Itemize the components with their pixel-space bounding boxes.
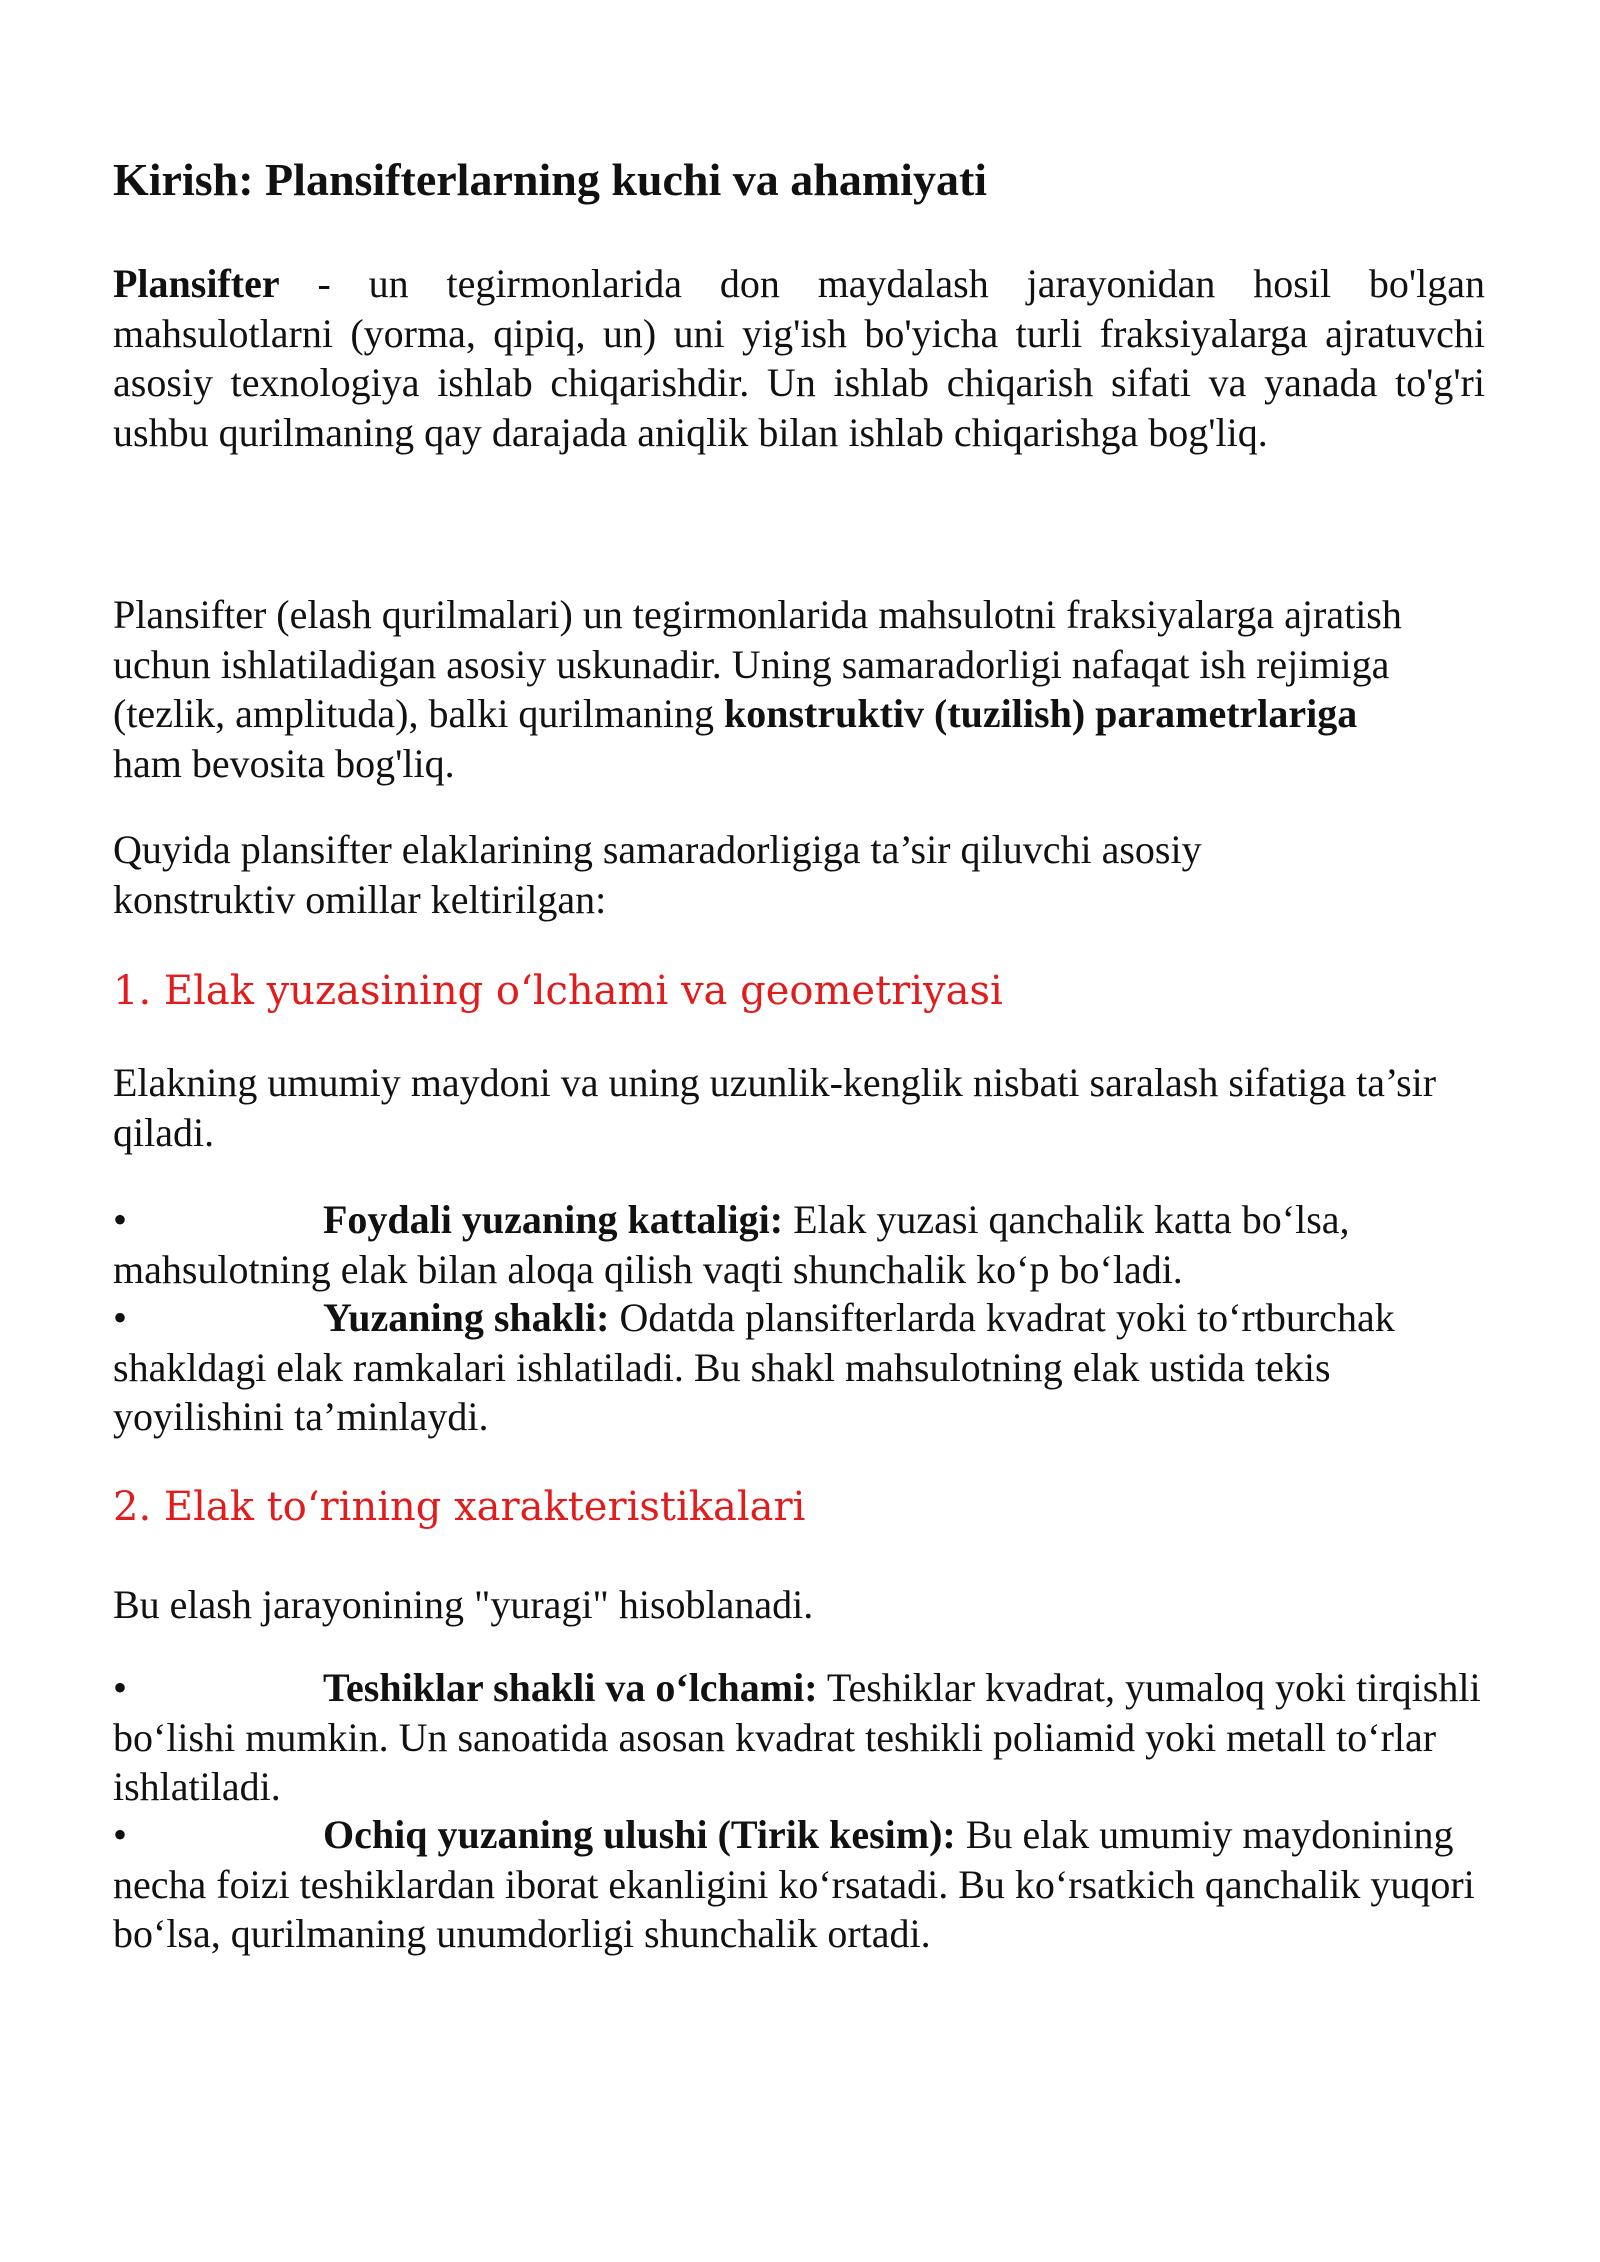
list-item bbox=[113, 1810, 1485, 1959]
intro-text: - un tegirmonlarida don maydalash jarayonidan hosil bo'lgan mahsulotlarni (yorma, qipiq, un) uni yig'ish bo'yicha turli fraksiyalarga ajratuvchi asosiy texnologiya ishlab chiqarishdir. Un ishlab chiqarish sifati va yanada to'g'ri ushbu qurilmaning qay darajada aniqlik bilan ishlab chiqarishga bog'liq. bbox=[113, 261, 1485, 455]
document-title: Kirish: Plansifterlarning kuchi va ahamiyati bbox=[113, 154, 988, 205]
list-item bbox=[113, 1663, 1485, 1812]
paragraph-bold-term: konstruktiv (tuzilish) parametrlariga bbox=[723, 691, 1358, 736]
bullet-symbol: • bbox=[113, 1665, 128, 1710]
list-item bbox=[113, 1195, 1485, 1294]
list-item bbox=[113, 1293, 1485, 1442]
paragraph-plansifter-description bbox=[113, 590, 1413, 788]
section-2-intro: Bu elash jarayonining "yuragi" hisoblanadi. bbox=[113, 1582, 814, 1627]
bullet-label: Yuzaning shakli: bbox=[323, 1295, 610, 1340]
section-1-heading: 1. Elak yuzasining o‘lchami va geometriyasi bbox=[113, 968, 1003, 1014]
intro-paragraph bbox=[113, 259, 1485, 457]
paragraph-text: ham bevosita bog'liq. bbox=[113, 740, 455, 786]
bullet-label: Teshiklar shakli va o‘lchami: bbox=[323, 1665, 818, 1710]
bullet-symbol: • bbox=[113, 1295, 128, 1340]
paragraph-factors-intro: Quyida plansifter elaklarining samaradorligiga ta’sir qiluvchi asosiy konstruktiv omillar keltirilgan: bbox=[113, 827, 1202, 922]
bullet-text: Teshiklar kvadrat, yumaloq yoki tirqishli bo‘lishi mumkin. Un sanoatida asosan kvadrat teshikli poliamid yoki metall to‘rlar ishlatiladi. bbox=[113, 1665, 1481, 1809]
bullet-symbol: • bbox=[113, 1197, 128, 1242]
bullet-label: Ochiq yuzaning ulushi (Tirik kesim): bbox=[323, 1812, 956, 1857]
intro-term: Plansifter bbox=[113, 261, 280, 306]
bullet-text: Bu elak umumiy maydonining necha foizi teshiklardan iborat ekanligini ko‘rsatadi. Bu ko‘rsatkich qanchalik yuqori bo‘lsa, qurilmaning unumdorligi shunchalik ortadi. bbox=[113, 1812, 1475, 1956]
bullet-text: Elak yuzasi qanchalik katta bo‘lsa, mahsulotning elak bilan aloqa qilish vaqti shunchalik ko‘p bo‘ladi. bbox=[113, 1197, 1350, 1292]
paragraph-text: Plansifter (elash qurilmalari) un tegirmonlarida mahsulotni fraksiyalarga ajratish uchun ishlatiladigan asosiy uskunadir. Uning samaradorligi nafaqat ish rejimiga (tezlik, amplituda), balki qurilmaning bbox=[113, 592, 1402, 736]
bullet-symbol: • bbox=[113, 1812, 128, 1857]
bullet-text: Odatda plansifterlarda kvadrat yoki to‘rtburchak shakldagi elak ramkalari ishlatiladi. Bu shakl mahsulotning elak ustida tekis yoyilishini ta’minlaydi. bbox=[113, 1295, 1395, 1439]
section-2-heading: 2. Elak to‘rining xarakteristikalari bbox=[113, 1484, 806, 1530]
section-1-intro: Elakning umumiy maydoni va uning uzunlik-kenglik nisbati saralash sifatiga ta’sir qiladi. bbox=[113, 1060, 1437, 1155]
bullet-label: Foydali yuzaning kattaligi: bbox=[323, 1197, 784, 1242]
